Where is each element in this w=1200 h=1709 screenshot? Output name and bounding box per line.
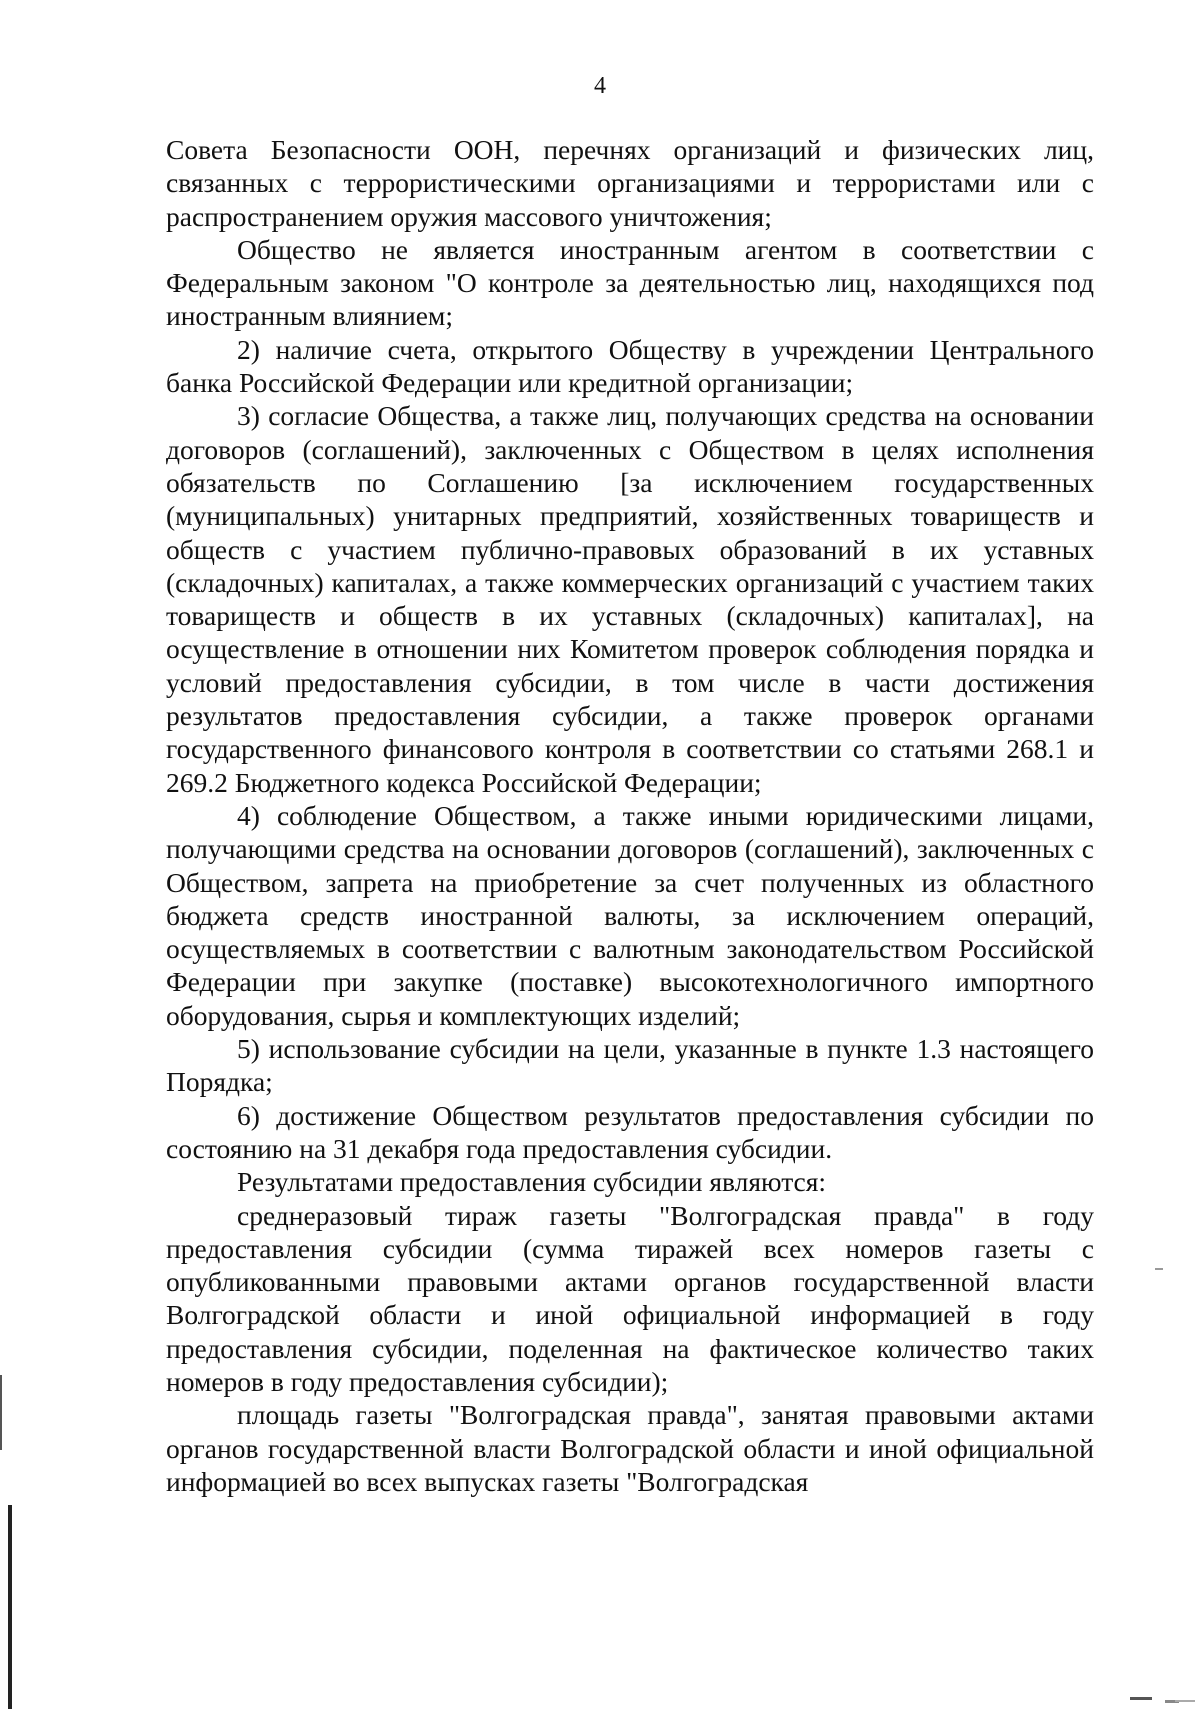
scan-speck xyxy=(1175,1700,1195,1702)
paragraph-continuation: Совета Безопасности ООН, перечнях организаций и физических лиц, связанных с террористическими организациями и террористами или с распространением оружия массового уничтожения; xyxy=(166,134,1094,232)
scan-speck xyxy=(1155,1268,1163,1270)
paragraph-item-4: 4) соблюдение Обществом, а также иными юридическими лицами, получающими средства на основании договоров (соглашений), заключенных с Обществом, запрета на приобретение за счет полученных из областного бюджета средств иностранной валюты, за исключением операций, осуществляемых в соответствии с валютным законодательством Российской Федерации при закупке (поставке) высокотехнологичного импортного оборудования, сырья и комплектующих изделий; xyxy=(166,799,1094,1031)
page-number: 4 xyxy=(594,73,606,99)
paragraph-item-3: 3) согласие Общества, а также лиц, получающих средства на основании договоров (соглашений), заключенных с Обществом в целях исполнения обязательств по Соглашению [за исключением государственных (муниципальных) унитарных предприятий, хозяйственных товариществ и обществ с участием публично-правовых образований в их уставных (складочных) капиталах, а также коммерческих организаций с участием таких товариществ и обществ в их уставных (складочных) капиталах], на осуществление в отношении них Комитетом проверок соблюдения порядка и условий предоставления субсидии, в том числе в части достижения результатов предоставления субсидии, а также проверок органами государственного финансового контроля в соответствии со статьями 268.1 и 269.2 Бюджетного кодекса Российской Федерации; xyxy=(166,400,1094,798)
paragraph-item-2: 2) наличие счета, открытого Обществу в учреждении Центрального банка Российской Федерации или кредитной организации; xyxy=(166,333,1094,399)
paragraph-item-6: 6) достижение Обществом результатов предоставления субсидии по состоянию на 31 декабря года предоставления субсидии. xyxy=(166,1099,1094,1164)
scan-speck xyxy=(1130,1697,1152,1700)
paragraph-result-circulation: среднеразовый тираж газеты "Волгоградская правда" в году предоставления субсидии (сумма тиражей всех номеров газеты с опубликованными правовыми актами органов государственной власти Волгоградской области и иной официальной информацией в году предоставления субсидии, поделенная на фактическое количество таких номеров в году предоставления субсидии); xyxy=(166,1199,1094,1397)
paragraph-results-intro: Результатами предоставления субсидии являются: xyxy=(237,1166,827,1198)
paragraph-result-area: площадь газеты "Волгоградская правда", занятая правовыми актами органов государственной власти Волгоградской области и иной официальной информацией во всех выпусках газеты "Волгоградская xyxy=(166,1399,1094,1497)
paragraph-foreign-agent: Общество не является иностранным агентом в соответствии с Федеральным законом "О контроле за деятельностью лиц, находящихся под иностранным влиянием; xyxy=(166,233,1094,332)
scan-edge-mark xyxy=(0,1375,2,1450)
paragraph-item-5: 5) использование субсидии на цели, указанные в пункте 1.3 настоящего Порядка; xyxy=(166,1033,1094,1098)
scan-edge-mark xyxy=(8,1505,12,1709)
document-body xyxy=(166,133,1094,1498)
